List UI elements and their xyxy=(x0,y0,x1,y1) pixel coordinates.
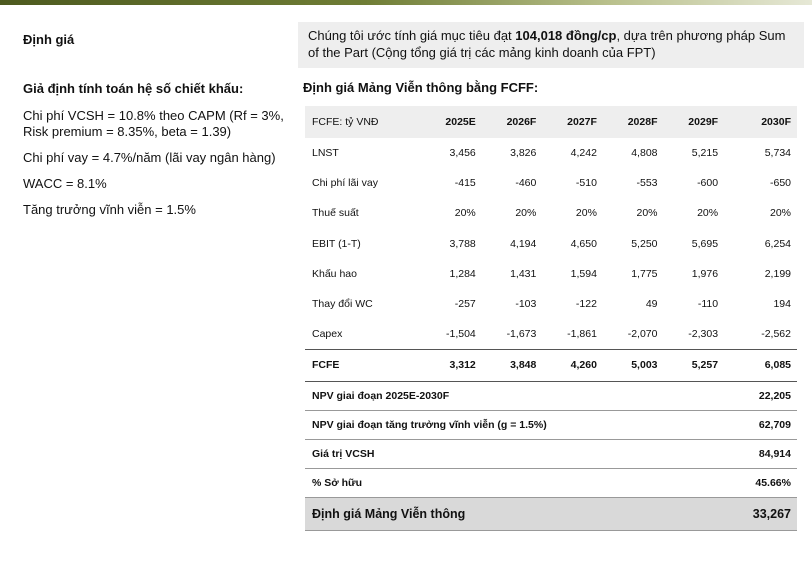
cell-value: 1,976 xyxy=(691,267,719,280)
row-label: Khấu hao xyxy=(312,267,357,280)
cell-value: 6,085 xyxy=(764,359,791,372)
cell-value: -650 xyxy=(769,177,791,190)
cell-value: 5,215 xyxy=(691,147,719,160)
cell-value: -460 xyxy=(515,177,537,190)
row-label: Thuế suất xyxy=(312,207,359,220)
cell-value: 20% xyxy=(769,207,791,220)
cell-value: -415 xyxy=(454,177,476,190)
cell-value: -1,861 xyxy=(567,327,597,340)
assumptions-heading: Giả định tính toán hệ số chiết khấu: xyxy=(23,81,244,96)
cell-value: -2,562 xyxy=(761,327,791,340)
cell-value: -510 xyxy=(575,177,597,190)
cell-value: -103 xyxy=(515,298,537,311)
summary-row xyxy=(305,439,797,468)
top-accent-bar xyxy=(0,0,812,5)
table-row xyxy=(305,168,797,198)
cell-value: 5,695 xyxy=(691,237,719,250)
cell-value: 5,250 xyxy=(631,237,658,250)
header-year: 2029F xyxy=(688,116,719,128)
cell-value: 6,254 xyxy=(764,237,791,250)
final-value: 33,267 xyxy=(752,506,791,521)
cell-value: 20% xyxy=(697,207,719,220)
assumption-wacc: WACC = 8.1% xyxy=(23,176,107,191)
summary-row xyxy=(305,410,797,439)
cell-value: -122 xyxy=(575,298,597,311)
summary-value: 22,205 xyxy=(758,389,791,402)
table-row xyxy=(305,229,797,259)
header-unit: FCFE: tỷ VNĐ xyxy=(312,116,379,128)
row-label: FCFE xyxy=(312,359,340,372)
cell-value: 4,808 xyxy=(631,147,658,160)
cell-value: 49 xyxy=(645,298,658,311)
cell-value: -600 xyxy=(697,177,719,190)
cell-value: -1,673 xyxy=(506,327,537,340)
cell-value: 1,284 xyxy=(449,267,476,280)
cell-value: 4,194 xyxy=(510,237,537,250)
cell-value: 3,312 xyxy=(449,359,476,372)
cell-value: 194 xyxy=(773,298,791,311)
table-row xyxy=(305,289,797,319)
cell-value: 4,650 xyxy=(570,237,597,250)
cell-value: 4,260 xyxy=(570,359,597,372)
final-valuation-row xyxy=(305,497,797,530)
summary-prefix: Chúng tôi ước tính giá mục tiêu đạt xyxy=(308,28,516,43)
summary-label: NPV giai đoạn 2025E-2030F xyxy=(312,389,450,402)
summary-label: % Sở hữu xyxy=(312,476,363,489)
cell-value: 5,257 xyxy=(691,359,719,372)
table-row xyxy=(305,138,797,168)
header-year: 2030F xyxy=(761,116,791,128)
row-label: LNST xyxy=(312,147,339,160)
header-year: 2026F xyxy=(506,116,537,128)
assumption-terminal-growth: Tăng trưởng vĩnh viễn = 1.5% xyxy=(23,202,196,217)
fcfe-row xyxy=(305,349,797,381)
fcff-valuation-table xyxy=(305,106,797,531)
summary-value: 62,709 xyxy=(758,418,791,431)
cell-value: 2,199 xyxy=(764,267,791,280)
final-label: Định giá Mảng Viễn thông xyxy=(312,506,466,521)
row-label: Chi phí lãi vay xyxy=(312,177,378,190)
cell-value: 1,431 xyxy=(510,267,537,280)
cell-value: -2,070 xyxy=(627,327,658,340)
summary-row xyxy=(305,381,797,410)
cell-value: -553 xyxy=(636,177,658,190)
cell-value: 3,456 xyxy=(449,147,476,160)
summary-value: 84,914 xyxy=(758,447,791,460)
cell-value: 3,788 xyxy=(449,237,476,250)
summary-value: 45.66% xyxy=(755,476,791,489)
assumption-cost-of-equity: Chi phí VCSH = 10.8% theo CAPM (Rf = 3%, Risk premium = 8.35%, beta = 1.39) xyxy=(23,108,284,139)
cell-value: -2,303 xyxy=(688,327,719,340)
cell-value: 1,775 xyxy=(631,267,658,280)
summary-label: NPV giai đoạn tăng trưởng vĩnh viễn (g = 1.5%) xyxy=(312,418,547,431)
cell-value: 3,848 xyxy=(510,359,537,372)
table-row xyxy=(305,319,797,349)
row-label: Capex xyxy=(312,327,343,340)
summary-label: Giá trị VCSH xyxy=(312,447,375,460)
target-price: 104,018 đồng/cp xyxy=(515,28,617,43)
cell-value: 3,826 xyxy=(510,147,537,160)
assumption-cost-of-debt: Chi phí vay = 4.7%/năm (lãi vay ngân hàng) xyxy=(23,150,276,165)
table-row xyxy=(305,198,797,228)
table-header-row xyxy=(305,106,797,138)
cell-value: 5,003 xyxy=(631,359,658,372)
cell-value: 5,734 xyxy=(764,147,791,160)
cell-value: 20% xyxy=(454,207,476,220)
summary-suffix: , dựa trên phương pháp Sum of the Part (Cộng tổng giá trị các mảng kinh doanh của FPT) xyxy=(308,28,786,60)
row-label: EBIT (1-T) xyxy=(312,237,361,250)
valuation-summary-box xyxy=(298,22,804,68)
cell-value: 4,242 xyxy=(570,147,597,160)
section-title: Định giá xyxy=(23,32,75,47)
header-year: 2027F xyxy=(567,116,597,128)
cell-value: 20% xyxy=(575,207,597,220)
cell-value: 20% xyxy=(515,207,537,220)
cell-value: -1,504 xyxy=(445,327,476,340)
table-title: Định giá Mảng Viễn thông bằng FCFF: xyxy=(303,80,539,95)
cell-value: 20% xyxy=(636,207,658,220)
table-row xyxy=(305,259,797,289)
header-year: 2025E xyxy=(445,116,476,128)
row-label: Thay đổi WC xyxy=(312,298,373,311)
header-year: 2028F xyxy=(627,116,658,128)
summary-row xyxy=(305,468,797,497)
cell-value: -257 xyxy=(454,298,476,311)
cell-value: -110 xyxy=(697,298,719,311)
cell-value: 1,594 xyxy=(570,267,597,280)
